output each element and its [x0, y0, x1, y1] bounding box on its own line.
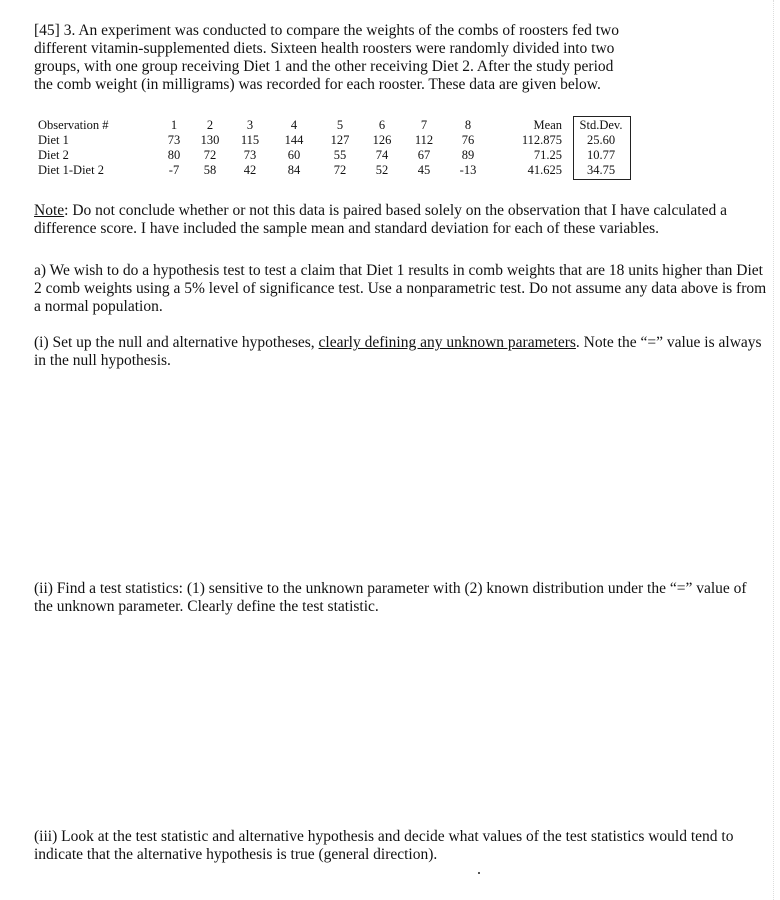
table-cell: 89: [461, 148, 475, 162]
table-cell: 144: [284, 133, 304, 147]
stray-dot: [478, 872, 480, 874]
table-cell: 60: [287, 148, 301, 162]
table-cell: 42: [243, 163, 257, 177]
row-mean: 41.625: [527, 163, 562, 177]
header-label: Observation #: [38, 118, 109, 132]
table-cell: 45: [417, 163, 431, 177]
table-cell: 74: [375, 148, 389, 162]
note-paragraph: [34, 202, 769, 238]
question-i: [34, 334, 769, 370]
part-a-paragraph: a) We wish to do a hypothesis test to test a claim that Diet 1 results in comb weights that are 18 units higher than Diet 2 comb weights using a 5% level of significance test. Use a nonparametric test. Do not assume any data above is from a normal population.: [34, 262, 767, 315]
table-cell: 76: [461, 133, 475, 147]
row-mean: 71.25: [533, 148, 562, 162]
header-col: 7: [420, 118, 428, 132]
intro-line: different vitamin-supplemented diets. Sixteen health roosters were randomly divided into two: [34, 40, 615, 57]
note-text: : Do not conclude whether or not this data is paired based solely on the observation that I have calculated a difference score. I have included the sample mean and standard deviation for each of these variables.: [34, 202, 727, 237]
row-mean: 112.875: [521, 133, 562, 147]
table-cell: 72: [333, 163, 347, 177]
table-cell: 72: [203, 148, 217, 162]
note-label: Note: [34, 202, 65, 219]
header-col: 2: [206, 118, 214, 132]
table-cell: 73: [167, 133, 181, 147]
intro-line: [45] 3. An experiment was conducted to compare the weights of the combs of roosters fed two: [34, 22, 619, 39]
table-cell: 84: [287, 163, 301, 177]
header-col: 6: [378, 118, 386, 132]
table-cell: 112: [414, 133, 434, 147]
table-cell: 127: [330, 133, 350, 147]
table-cell: 130: [200, 133, 220, 147]
table-cell: 80: [167, 148, 181, 162]
row-sd: 10.77: [586, 148, 616, 162]
header-col: 5: [336, 118, 344, 132]
table-cell: 67: [417, 148, 431, 162]
table-cell: -13: [459, 163, 477, 177]
row-label: Diet 1: [38, 133, 69, 147]
header-col: 4: [290, 118, 298, 132]
table-cell: 115: [240, 133, 260, 147]
row-label: Diet 1-Diet 2: [38, 163, 104, 177]
intro-line: groups, with one group receiving Diet 1 and the other receiving Diet 2. After the study period: [34, 58, 614, 75]
question-i-text-end: . Note the “=” value is always in the null hypothesis.: [34, 334, 762, 369]
row-label: Diet 2: [38, 148, 69, 162]
problem-intro: [34, 22, 684, 94]
question-i-text: (i) Set up the null and alternative hypotheses,: [34, 334, 319, 351]
row-sd: 25.60: [586, 133, 616, 147]
question-ii: (ii) Find a test statistics: (1) sensitive to the unknown parameter with (2) known distribution under the “=” value of the unknown parameter. Clearly define the test statistic.: [34, 580, 747, 615]
intro-line: the comb weight (in milligrams) was recorded for each rooster. These data are given below.: [34, 76, 601, 93]
header-col: 8: [464, 118, 472, 132]
row-sd: 34.75: [586, 163, 616, 177]
table-cell: 52: [375, 163, 389, 177]
table-cell: 73: [243, 148, 257, 162]
table-cell: 126: [372, 133, 392, 147]
table-cell: -7: [168, 163, 180, 177]
header-mean: Mean: [533, 118, 562, 132]
header-col: 1: [170, 118, 178, 132]
table-cell: 55: [333, 148, 347, 162]
header-col: 3: [246, 118, 254, 132]
header-sd: Std.Dev.: [579, 118, 623, 132]
page-edge: [772, 0, 774, 900]
question-i-underlined: clearly defining any unknown parameters: [318, 334, 576, 351]
question-iii: (iii) Look at the test statistic and alternative hypothesis and decide what values of the test statistics would tend to indicate that the alternative hypothesis is true (general direction).: [34, 828, 734, 863]
table-cell: 58: [203, 163, 217, 177]
